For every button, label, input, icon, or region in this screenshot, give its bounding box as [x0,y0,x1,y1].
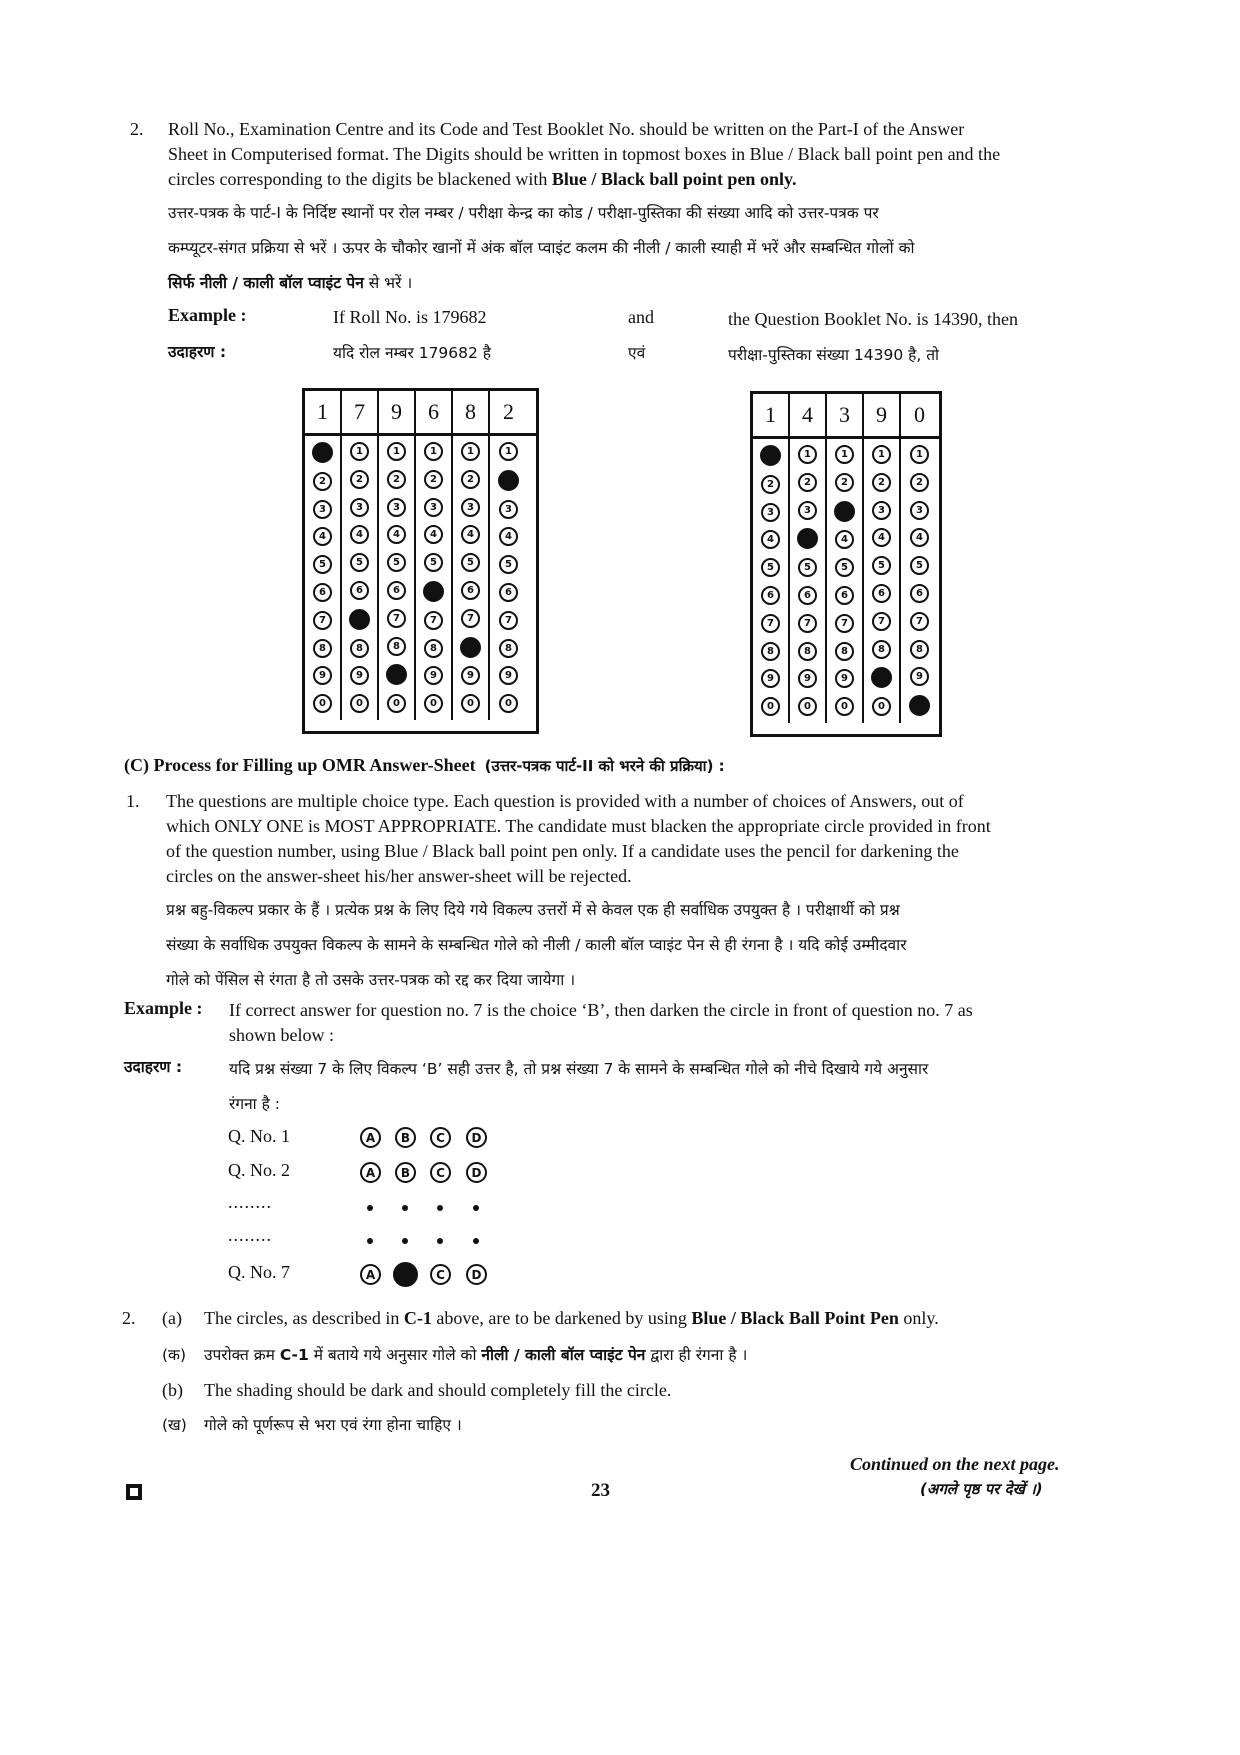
bubble: 4 [761,530,780,549]
bubble: 4 [461,525,480,544]
example2-en-line1: If correct answer for question no. 7 is the choice ‘B’, then darken the circle in front of question no. 7 as [229,1000,973,1020]
bubble-column [790,439,827,723]
c2-b-text: The shading should be dark and should completely fill the circle. [204,1380,672,1400]
bubble: 3 [424,498,443,517]
option-bubble: C [430,1127,451,1148]
c1-hindi [166,893,1101,998]
bubble: 1 [350,442,369,461]
booklet-bubble-columns [753,439,939,723]
booklet-digit-row [753,394,939,439]
bubble: 0 [872,697,891,716]
text: से भरें । [363,274,413,292]
text: The circles, as described in [204,1308,404,1328]
filled-bubble [460,637,481,658]
bubble: 0 [350,694,369,713]
booklet-example-hindi: परीक्षा-पुस्तिका संख्या 14390 है, तो [728,346,940,364]
option-bubble: B [395,1127,416,1148]
bubble: 1 [424,442,443,461]
bubble: 1 [499,442,518,461]
bubble-column [901,439,938,723]
bubble-column [453,436,490,720]
filled-bubble [349,609,370,630]
filled-bubble [386,664,407,685]
dot [473,1205,479,1211]
bubble: 7 [499,611,518,630]
bubble: 3 [461,498,480,517]
filled-bubble [760,445,781,466]
bubble: 5 [499,555,518,574]
dot [367,1205,373,1211]
bubble: 0 [387,694,406,713]
bubble: 2 [761,475,780,494]
c1-english [166,789,1101,889]
c1-hi-line1: प्रश्न बहु-विकल्प प्रकार के हैं । प्रत्येक प्रश्न के लिए दिये गये विकल्प उत्तरों में से केवल एक ही सर्वाधिक उपयुक्त है । परीक्षार्थी को प्रश्न [166,901,900,919]
roll-number-omr-grid [302,388,539,734]
filled-bubble [498,470,519,491]
bubble: 6 [461,581,480,600]
bubble: 3 [872,501,891,520]
ellipsis-row-1: ........ [228,1192,272,1212]
bubble: 3 [499,500,518,519]
roll-example-hindi: यदि रोल नम्बर 179682 है [333,344,492,362]
c2-ka-label: (क) [162,1346,186,1364]
bubble: 7 [313,611,332,630]
bubble: 3 [798,501,817,520]
c1-en-line1: The questions are multiple choice type. Each question is provided with a number of choices of Answers, out of [166,791,964,811]
option-bubble: A [360,1264,381,1285]
option-bubble: A [360,1127,381,1148]
bubble: 0 [761,697,780,716]
page-number: 23 [591,1480,610,1501]
dot [402,1205,408,1211]
bubble: 0 [313,694,332,713]
bubble: 6 [313,583,332,602]
continued-next-page: Continued on the next page. [850,1454,1060,1474]
option-bubble: C [430,1162,451,1183]
bubble: 7 [387,609,406,628]
option-bubble: D [466,1162,487,1183]
dot [402,1238,408,1244]
filled-bubble [312,442,333,463]
booklet-example: the Question Booklet No. is 14390, then [728,309,1018,329]
bubble: 8 [499,639,518,658]
example2-label: Example : [124,998,203,1018]
bubble: 1 [461,442,480,461]
and-text: and [628,307,654,327]
item2-en-line2: Sheet in Computerised format. The Digits should be written in topmost boxes in Blue / Black ball point pen and the [168,144,1001,164]
item2-en-line1: Roll No., Examination Centre and its Code and Test Booklet No. should be written on the Part-I of the Answer [168,119,965,139]
bubble: 5 [387,553,406,572]
text: only. [898,1308,939,1328]
example2-en-line2: shown below : [229,1025,334,1045]
digit-box: 6 [416,391,453,433]
bubble: 2 [350,470,369,489]
bubble: 3 [761,503,780,522]
bubble: 7 [910,612,929,631]
bubble: 2 [910,473,929,492]
bubble-column [827,439,864,723]
text: उपरोक्त क्रम [204,1346,280,1364]
c1-en-line2: which ONLY ONE is MOST APPROPRIATE. The candidate must blacken the appropriate circle provided in front [166,816,991,836]
bubble: 5 [350,553,369,572]
bubble: 6 [387,581,406,600]
bubble: 2 [798,473,817,492]
example2-english [229,998,1099,1048]
bold-text: Blue / Black Ball Point Pen [691,1308,899,1328]
bubble: 6 [872,584,891,603]
digit-box: 4 [790,394,827,436]
q-no-7-label: Q. No. 7 [228,1262,290,1282]
bubble: 9 [424,666,443,685]
bubble: 6 [835,586,854,605]
example-label: Example : [168,305,247,325]
bubble: 5 [761,558,780,577]
bold-text: नीली / काली बॉल प्वाइंट पेन [481,1346,646,1364]
example2-hi-line2: रंगना है : [229,1095,280,1113]
bubble: 7 [835,614,854,633]
bubble: 5 [424,553,443,572]
bubble: 8 [387,637,406,656]
bubble: 8 [835,642,854,661]
item-number: 2. [130,119,144,139]
bubble: 8 [872,640,891,659]
bubble: 2 [835,473,854,492]
bubble: 1 [387,442,406,461]
q-no-2-label: Q. No. 2 [228,1160,290,1180]
bubble: 5 [910,556,929,575]
bubble-column [490,436,527,720]
bubble: 9 [313,666,332,685]
digit-box: 2 [503,399,514,424]
bubble: 1 [910,445,929,464]
digit-box: 1 [753,394,790,436]
example-label-hindi: उदाहरण : [168,343,227,361]
digit-box: 1 [305,391,342,433]
option-bubble: D [466,1264,487,1285]
bubble: 4 [835,530,854,549]
bubble: 3 [910,501,929,520]
bubble-column [342,436,379,720]
bubble: 6 [350,581,369,600]
bubble: 9 [461,666,480,685]
text: above, are to be darkened by using [431,1308,692,1328]
bubble: 5 [798,558,817,577]
bubble: 4 [313,527,332,546]
item2-hindi [168,196,1098,301]
digit-box: 9 [864,394,901,436]
bubble: 3 [350,498,369,517]
digit-box: 7 [342,391,379,433]
ellipsis-row-2: ........ [228,1225,272,1245]
filled-option-bubble [393,1262,418,1287]
item2-en-line3 [168,167,1098,192]
and-text-hindi: एवं [628,344,646,362]
bubble: 4 [424,525,443,544]
digit-box: 0 [914,402,925,427]
bubble: 8 [350,639,369,658]
heading-en: (C) Process for Filling up OMR Answer-Sheet [124,755,476,775]
option-bubble: D [466,1127,487,1148]
c1-hi-line3: गोले को पेंसिल से रंगता है तो उसके उत्तर-पत्रक को रद्द कर दिया जायेगा । [166,971,576,989]
bubble: 5 [872,556,891,575]
bold-text: सिर्फ नीली / काली बॉल प्वाइंट पेन [168,274,364,292]
c2-kha-label: (ख) [162,1416,187,1434]
bubble: 4 [350,525,369,544]
item2-hi-line3 [168,266,1098,301]
bubble: 4 [387,525,406,544]
bubble: 6 [761,586,780,605]
bubble: 8 [424,639,443,658]
bubble: 6 [910,584,929,603]
bold-text: Blue / Black ball point pen only. [551,169,797,189]
bubble: 7 [798,614,817,633]
bubble: 2 [424,470,443,489]
bubble: 9 [350,666,369,685]
dot [367,1238,373,1244]
dot [473,1238,479,1244]
c1-hi-line2: संख्या के सर्वाधिक उपयुक्त विकल्प के सामने के सम्बन्धित गोले को नीली / काली बॉल प्वाइंट पेन से ही रंगना है । यदि कोई उम्मीदवार [166,936,907,954]
bubble: 1 [835,445,854,464]
bubble: 2 [387,470,406,489]
bubble: 9 [798,669,817,688]
bubble: 3 [313,500,332,519]
bubble: 8 [798,642,817,661]
c2-number: 2. [122,1308,136,1328]
square-marker-icon [126,1484,142,1500]
bubble: 9 [499,666,518,685]
bubble: 0 [835,697,854,716]
bubble: 5 [313,555,332,574]
bubble: 2 [872,473,891,492]
bubble: 2 [313,472,332,491]
filled-bubble [871,667,892,688]
c1-number: 1. [126,791,140,811]
c2-kha-text: गोले को पूर्णरूप से भरा एवं रंगा होना चाहिए । [204,1416,462,1434]
bubble: 7 [872,612,891,631]
bubble: 1 [798,445,817,464]
item2-hi-line2: कम्प्यूटर-संगत प्रक्रिया से भरें । ऊपर के चौकोर खानों में अंक बॉल प्वाइंट कलम की नीली / काली स्याही में भरें और सम्बन्धित गोलों को [168,239,915,257]
roll-bubble-columns [305,436,536,720]
filled-bubble [423,581,444,602]
c1-en-line4: circles on the answer-sheet his/her answer-sheet will be rejected. [166,866,632,886]
bubble: 0 [461,694,480,713]
example2-label-hindi: उदाहरण : [124,1058,183,1076]
bubble: 4 [910,528,929,547]
digit-box: 9 [379,391,416,433]
bubble: 1 [872,445,891,464]
bubble: 9 [910,667,929,686]
bubble: 9 [761,669,780,688]
dot [437,1238,443,1244]
text: द्वारा ही रंगना है । [645,1346,748,1364]
bubble: 5 [835,558,854,577]
option-bubble: A [360,1162,381,1183]
roll-example: If Roll No. is 179682 [333,307,487,327]
bubble: 4 [872,528,891,547]
bubble-column [416,436,453,720]
filled-bubble [909,695,930,716]
bubble: 0 [499,694,518,713]
bubble-column [753,439,790,723]
example2-hindi [229,1052,1099,1122]
bubble: 6 [798,586,817,605]
text: में बताये गये अनुसार गोले को [308,1346,482,1364]
roll-digit-row [305,391,536,436]
example2-hi-line1: यदि प्रश्न संख्या 7 के लिए विकल्प ‘B’ सही उत्तर है, तो प्रश्न संख्या 7 के सामने के सम्बन्धित गोले को नीचे दिखाये गये अनुसार [229,1060,929,1078]
heading-hi: (उत्तर-पत्रक पार्ट-II को भरने की प्रक्रिया) : [484,757,725,775]
digit-box: 8 [453,391,490,433]
bubble: 0 [798,697,817,716]
bubble-column [379,436,416,720]
bubble: 5 [461,553,480,572]
continued-next-page-hindi: (अगले पृष्ठ पर देखें ।) [920,1480,1043,1498]
c2-a-text [204,1306,1104,1331]
digit-box: 3 [827,394,864,436]
option-bubble: C [430,1264,451,1285]
section-c-heading [124,753,725,779]
bubble: 7 [461,609,480,628]
item2-hi-line1: उत्तर-पत्रक के पार्ट-I के निर्दिष्ट स्थानों पर रोल नम्बर / परीक्षा केन्द्र का कोड / परीक्षा-पुस्तिका की संख्या आदि को उत्तर-पत्रक पर [168,204,879,222]
c2-ka-text [204,1343,1104,1368]
bubble: 7 [761,614,780,633]
bubble: 0 [424,694,443,713]
bubble-column [864,439,901,723]
bubble: 4 [499,527,518,546]
bubble: 9 [835,669,854,688]
bold-text: C-1 [279,1346,309,1364]
filled-bubble [834,501,855,522]
option-bubble: B [395,1162,416,1183]
text: circles corresponding to the digits be blackened with [168,169,552,189]
bubble-column [305,436,342,720]
c1-en-line3: of the question number, using Blue / Black ball point pen only. If a candidate uses the pencil for darkening the [166,841,959,861]
dot [437,1205,443,1211]
bubble: 3 [387,498,406,517]
filled-bubble [797,528,818,549]
item2-english [168,117,1098,192]
bubble: 2 [461,470,480,489]
bubble: 7 [424,611,443,630]
c2-b-label: (b) [162,1380,183,1400]
bubble: 8 [313,639,332,658]
q-no-1-label: Q. No. 1 [228,1126,290,1146]
bubble: 8 [761,642,780,661]
bubble: 8 [910,640,929,659]
c2-a-label: (a) [162,1308,182,1328]
bold-text: C-1 [403,1308,432,1328]
booklet-number-omr-grid [750,391,942,737]
bubble: 6 [499,583,518,602]
